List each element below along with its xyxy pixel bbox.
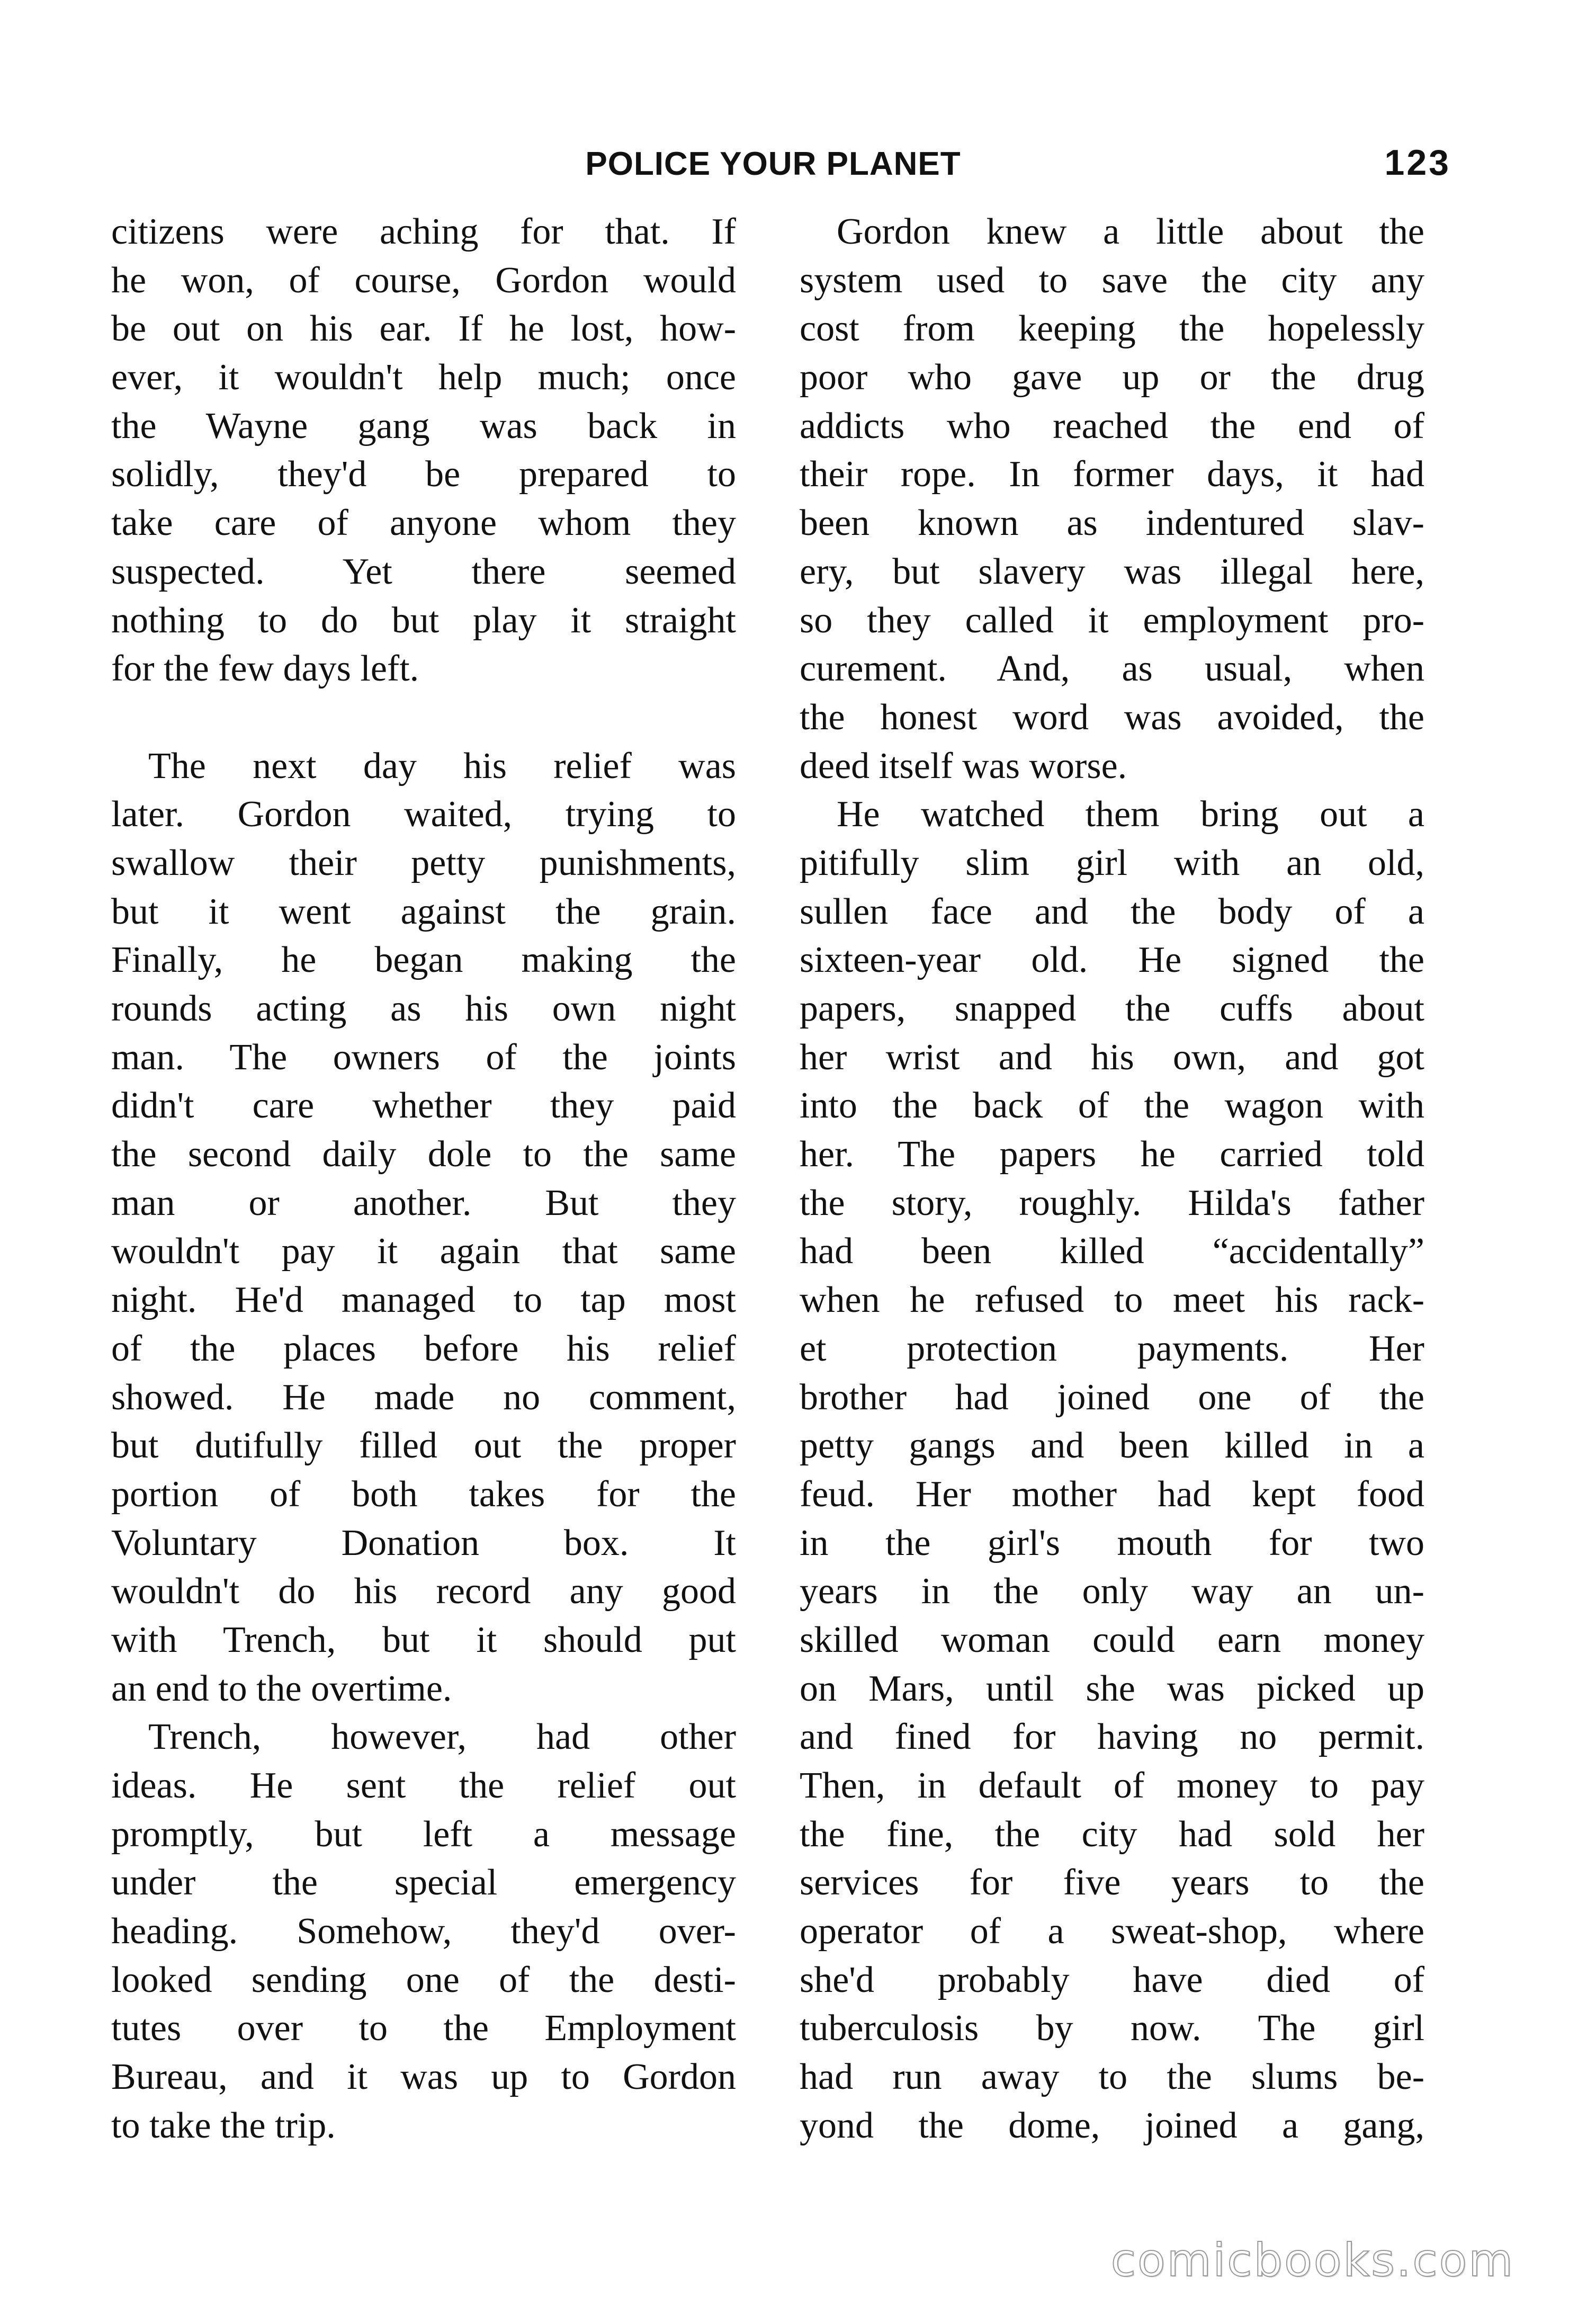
text-line: operator of a sweat-shop, where <box>800 1911 1424 1952</box>
running-title: POLICE YOUR PLANET <box>585 146 961 182</box>
left-column <box>111 208 736 2150</box>
text-line: on Mars, until she was picked up <box>800 1668 1424 1709</box>
text-line: had been killed “accidentally” <box>800 1231 1424 1272</box>
text-line: ery, but slavery was illegal here, <box>800 551 1424 592</box>
text-line: feud. Her mother had kept food <box>800 1473 1424 1515</box>
text-line: to take the trip. <box>111 2105 336 2146</box>
text-line: petty gangs and been killed in a <box>800 1425 1424 1467</box>
text-line: nothing to do but play it straight <box>111 600 736 641</box>
text-line: sullen face and the body of a <box>800 891 1424 932</box>
text-line: yond the dome, joined a gang, <box>800 2105 1424 2146</box>
text-line: years in the only way an un- <box>800 1571 1424 1612</box>
text-line: papers, snapped the cuffs about <box>800 988 1424 1029</box>
text-line: system used to save the city any <box>800 260 1424 301</box>
text-line: night. He'd managed to tap most <box>111 1280 736 1321</box>
text-line: had run away to the slums be- <box>800 2057 1424 2098</box>
right-column <box>800 208 1424 2150</box>
text-line: the second daily dole to the same <box>111 1134 736 1175</box>
text-line: the Wayne gang was back in <box>111 405 736 446</box>
watermark: comicbooks.com <box>1110 2234 1514 2287</box>
text-line: The next day his relief was <box>148 745 736 786</box>
text-line: into the back of the wagon with <box>800 1085 1424 1127</box>
text-line: he won, of course, Gordon would <box>111 260 736 301</box>
running-head <box>106 142 1451 200</box>
text-line: wouldn't pay it again that same <box>111 1231 736 1272</box>
text-line: swallow their petty punishments, <box>111 842 736 883</box>
text-line: of the places before his relief <box>111 1328 736 1369</box>
text-line: but it went against the grain. <box>111 891 736 932</box>
text-line: didn't care whether they paid <box>111 1085 736 1127</box>
text-line: curement. And, as usual, when <box>800 648 1424 690</box>
text-line: cost from keeping the hopelessly <box>800 308 1424 350</box>
text-line: Gordon knew a little about the <box>837 211 1424 252</box>
text-line: be out on his ear. If he lost, how- <box>111 308 736 350</box>
text-line: for the few days left. <box>111 648 419 690</box>
text-line: portion of both takes for the <box>111 1473 736 1515</box>
text-line: services for five years to the <box>800 1862 1424 1903</box>
text-line: she'd probably have died of <box>800 1959 1424 2000</box>
text-line: man. The owners of the joints <box>111 1036 736 1078</box>
text-line: poor who gave up or the drug <box>800 357 1424 398</box>
text-line: when he refused to meet his rack- <box>800 1280 1424 1321</box>
text-line: so they called it employment pro- <box>800 600 1424 641</box>
text-line: her. The papers he carried told <box>800 1134 1424 1175</box>
text-line: wouldn't do his record any good <box>111 1571 736 1612</box>
text-line: citizens were aching for that. If <box>111 211 736 252</box>
text-line: the honest word was avoided, the <box>800 696 1424 738</box>
text-line: solidly, they'd be prepared to <box>111 454 736 495</box>
text-line: the fine, the city had sold her <box>800 1813 1424 1855</box>
text-line: and fined for having no permit. <box>800 1717 1424 1758</box>
text-line: brother had joined one of the <box>800 1376 1424 1418</box>
text-line: ideas. He sent the relief out <box>111 1765 736 1806</box>
text-line: Finally, he began making the <box>111 940 736 981</box>
text-line: Voluntary Donation box. It <box>111 1522 736 1563</box>
page-number: 123 <box>1384 142 1451 183</box>
text-line: an end to the overtime. <box>111 1668 452 1709</box>
text-line: showed. He made no comment, <box>111 1376 736 1418</box>
text-line: et protection payments. Her <box>800 1328 1424 1369</box>
text-line: take care of anyone whom they <box>111 503 736 544</box>
text-line: rounds acting as his own night <box>111 988 736 1029</box>
text-line: Trench, however, had other <box>148 1717 736 1758</box>
section-break <box>111 693 736 742</box>
text-line: deed itself was worse. <box>800 745 1127 786</box>
text-line: the story, roughly. Hilda's father <box>800 1182 1424 1223</box>
text-line: Bureau, and it was up to Gordon <box>111 2057 736 2098</box>
text-line: in the girl's mouth for two <box>800 1522 1424 1563</box>
text-line: under the special emergency <box>111 1862 736 1903</box>
text-line: man or another. But they <box>111 1182 736 1223</box>
text-line: skilled woman could earn money <box>800 1619 1424 1660</box>
text-line: tutes over to the Employment <box>111 2008 736 2049</box>
text-line: tuberculosis by now. The girl <box>800 2008 1424 2049</box>
text-line: Then, in default of money to pay <box>800 1765 1424 1806</box>
text-line: sixteen-year old. He signed the <box>800 940 1424 981</box>
text-line: addicts who reached the end of <box>800 405 1424 446</box>
text-line: their rope. In former days, it had <box>800 454 1424 495</box>
text-line: pitifully slim girl with an old, <box>800 842 1424 883</box>
text-line: later. Gordon waited, trying to <box>111 794 736 835</box>
text-line: her wrist and his own, and got <box>800 1036 1424 1078</box>
text-line: He watched them bring out a <box>837 794 1424 835</box>
text-line: ever, it wouldn't help much; once <box>111 357 736 398</box>
text-line: looked sending one of the desti- <box>111 1959 736 2000</box>
text-line: but dutifully filled out the proper <box>111 1425 736 1467</box>
text-line: heading. Somehow, they'd over- <box>111 1911 736 1952</box>
text-line: with Trench, but it should put <box>111 1619 736 1660</box>
text-line: suspected. Yet there seemed <box>111 551 736 592</box>
text-line: promptly, but left a message <box>111 1813 736 1855</box>
text-line: been known as indentured slav- <box>800 503 1424 544</box>
